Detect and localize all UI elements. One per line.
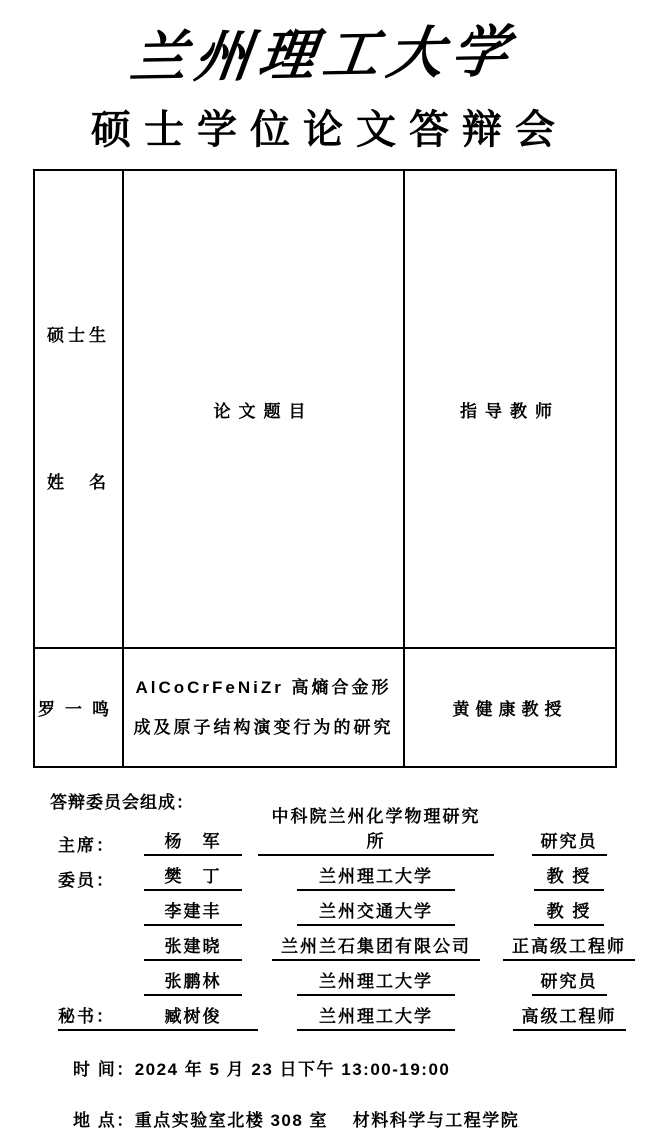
committee-row-member-2 xyxy=(58,891,644,926)
committee-member-title: 高级工程师 xyxy=(513,1002,626,1031)
committee-member-affiliation: 中科院兰州化学物理研究所 xyxy=(258,802,494,856)
committee-member-affiliation: 兰州交通大学 xyxy=(297,897,455,926)
thesis-title-cell: AlCoCrFeNiZr 高熵合金形成及原子结构演变行为的研究 xyxy=(123,648,404,767)
committee-role-label: 秘书： xyxy=(58,1007,115,1027)
committee-member-affiliation: 兰州理工大学 xyxy=(297,862,455,891)
committee-member-affiliation: 兰州理工大学 xyxy=(297,967,455,996)
committee-member-name: 臧树俊 xyxy=(164,1007,222,1027)
header-student-name-line1: 硕士生 xyxy=(47,325,110,345)
header-thesis-title: 论文题目 xyxy=(123,170,404,648)
committee-member-affiliation: 兰州理工大学 xyxy=(297,1002,455,1031)
committee-member-affiliation: 兰州兰石集团有限公司 xyxy=(272,932,480,961)
committee-role-label: 主席： xyxy=(58,836,115,856)
header-student-name xyxy=(34,170,123,648)
committee-member-name: 杨 军 xyxy=(144,827,242,856)
defense-location: 地 点：重点实验室北楼 308 室 材料科学与工程学院 xyxy=(73,1111,520,1131)
committee-row-member-1 xyxy=(58,856,644,891)
committee-member-title: 教 授 xyxy=(534,862,604,891)
committee-section-title: 答辩委员会组成： xyxy=(50,793,194,813)
committee-row-member-4 xyxy=(58,961,644,996)
committee-row-chair xyxy=(58,807,644,856)
table-data-row xyxy=(34,648,616,767)
committee-member-name: 樊 丁 xyxy=(144,862,242,891)
page-title: 硕士学位论文答辩会 xyxy=(91,107,568,152)
header-student-name-line2: 姓 名 xyxy=(47,473,110,493)
committee-member-title: 研究员 xyxy=(532,827,607,856)
committee-row-secretary xyxy=(58,996,644,1031)
university-logo-calligraphy: 兰州理工大学 xyxy=(126,21,520,91)
header-advisor: 指导教师 xyxy=(404,170,616,648)
committee-member-title: 教 授 xyxy=(534,897,604,926)
defense-time: 时 间：2024 年 5 月 23 日下午 13:00-19:00 xyxy=(73,1060,451,1080)
advisor-cell: 黄健康教授 xyxy=(404,648,616,767)
thesis-info-table xyxy=(33,169,617,768)
committee-member-title: 研究员 xyxy=(532,967,607,996)
student-name-cell: 罗一鸣 xyxy=(34,648,123,767)
committee-member-title: 正高级工程师 xyxy=(503,932,635,961)
committee-row-member-3 xyxy=(58,926,644,961)
committee-member-name: 李建丰 xyxy=(144,897,242,926)
committee-member-name: 张建晓 xyxy=(144,932,242,961)
committee-role-label: 委员： xyxy=(58,871,115,891)
committee-member-name: 张鹏林 xyxy=(144,967,242,996)
table-header-row xyxy=(34,170,616,648)
